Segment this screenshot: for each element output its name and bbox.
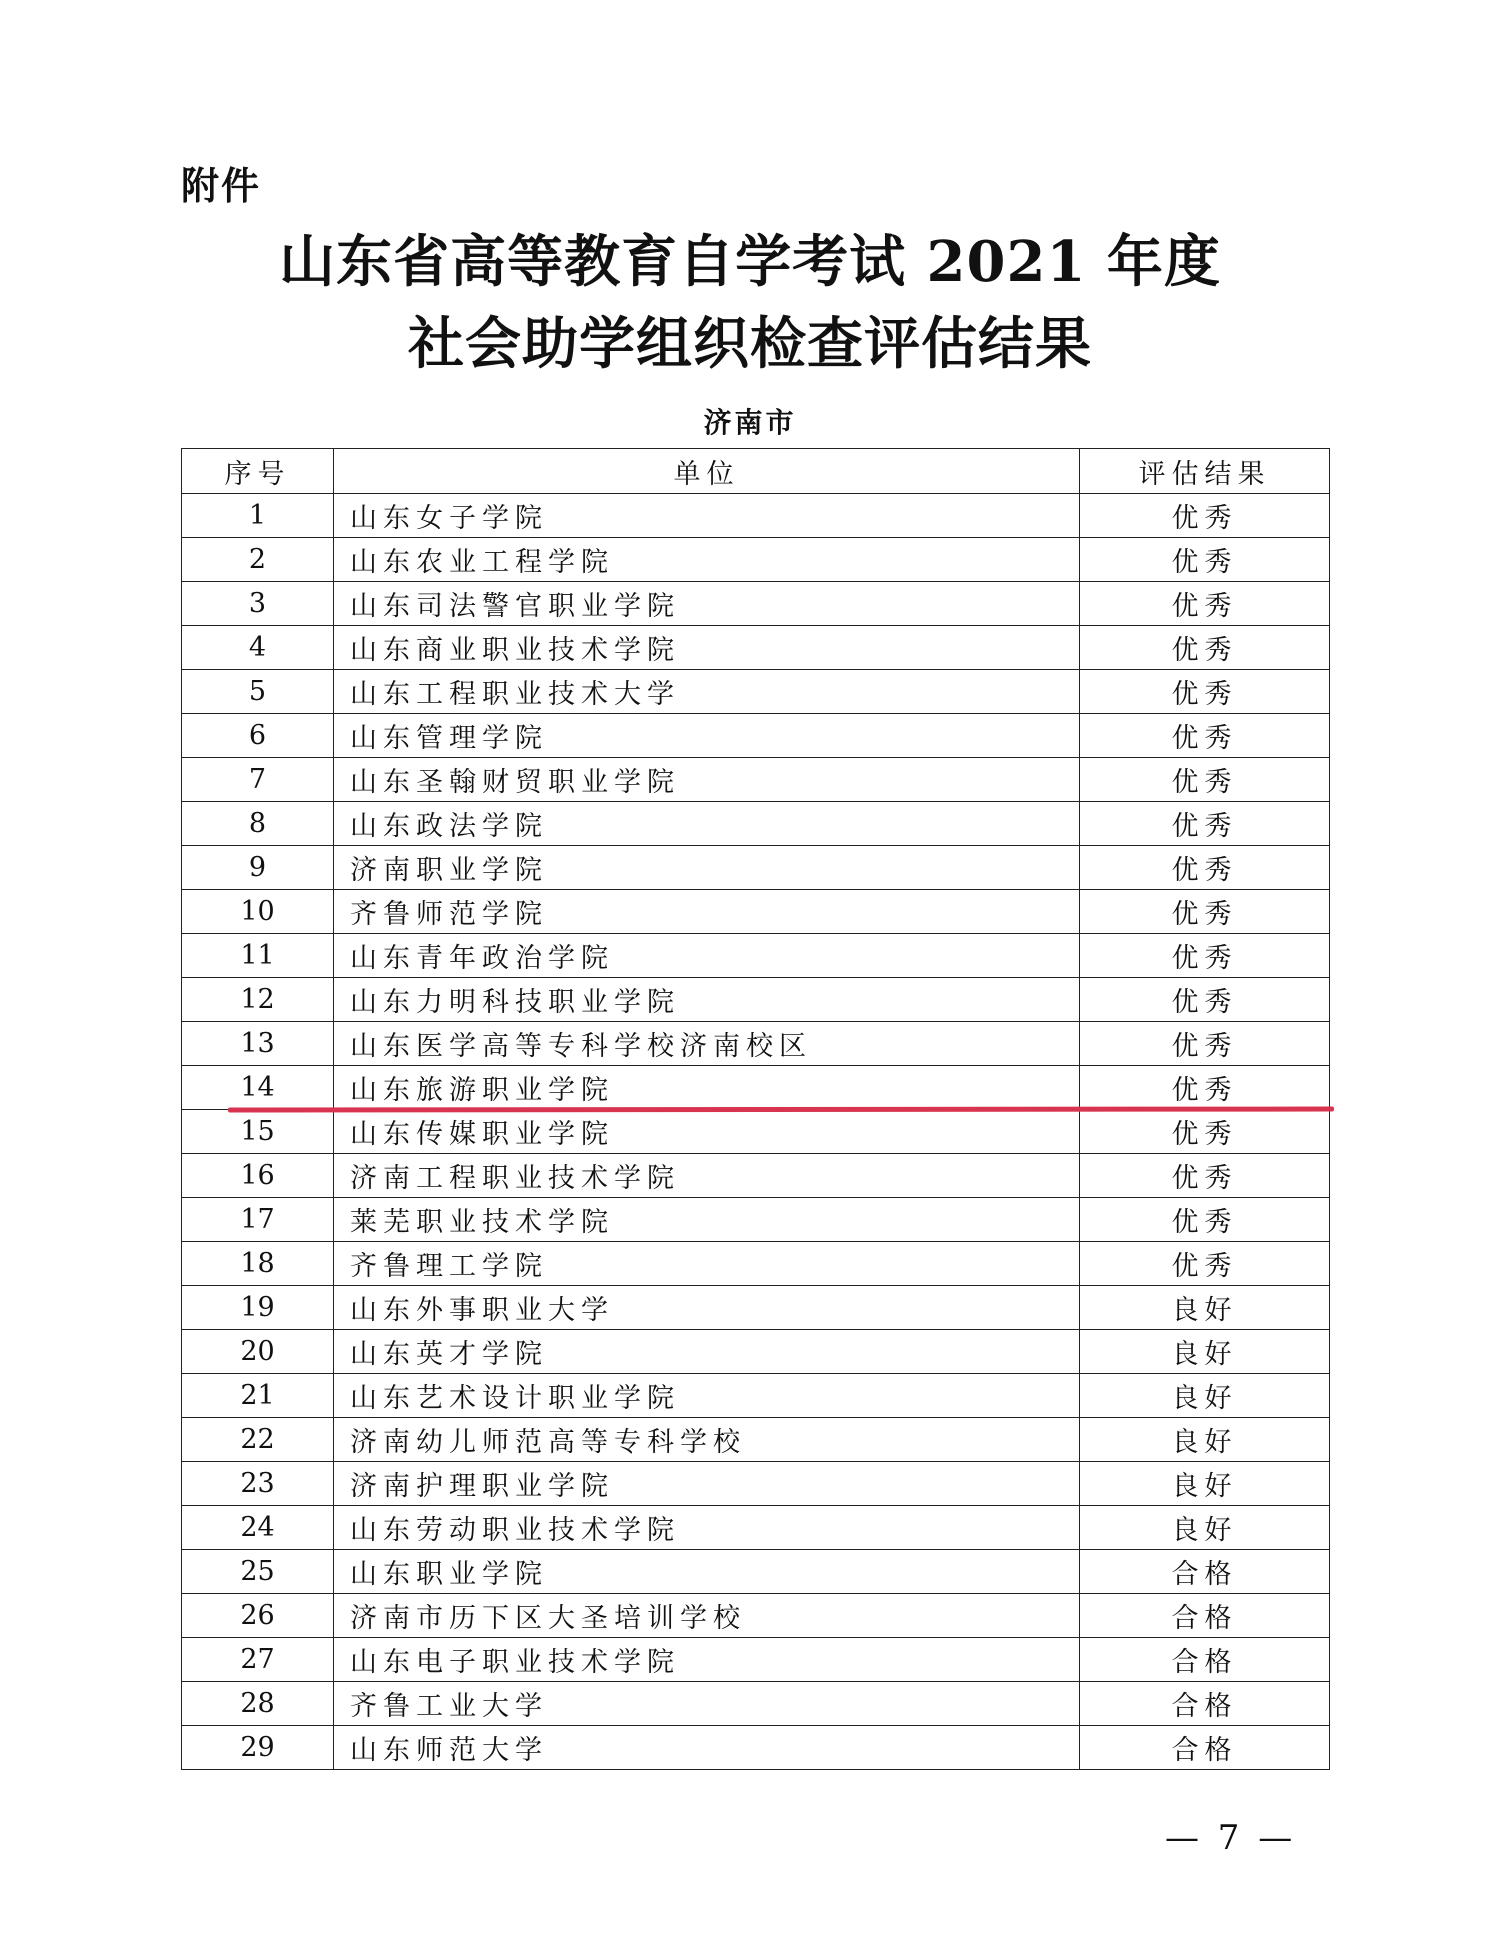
row-evaluation-result: 合格 [1080,1638,1330,1682]
row-unit-name: 山东司法警官职业学院 [334,582,1080,626]
table-row [182,582,1330,626]
row-evaluation-result: 合格 [1080,1726,1330,1770]
document-title-line-2: 社会助学组织检查评估结果 [408,311,1092,377]
table-row [182,1594,1330,1638]
row-serial-number: 3 [182,582,334,626]
table-row [182,1022,1330,1066]
table-row [182,1198,1330,1242]
row-serial-number: 1 [182,494,334,538]
row-serial-number: 18 [182,1242,334,1286]
table-row [182,1462,1330,1506]
row-unit-name: 山东圣翰财贸职业学院 [334,758,1080,802]
row-evaluation-result: 优秀 [1080,890,1330,934]
row-evaluation-result: 良好 [1080,1506,1330,1550]
row-unit-name: 济南市历下区大圣培训学校 [334,1594,1080,1638]
table-row [182,1374,1330,1418]
row-unit-name: 莱芜职业技术学院 [334,1198,1080,1242]
document-title-line-1: 山东省高等教育自学考试 2021 年度 [279,229,1221,295]
row-unit-name: 齐鲁师范学院 [334,890,1080,934]
table-header-row [182,449,1330,494]
table-row [182,670,1330,714]
row-unit-name: 山东政法学院 [334,802,1080,846]
row-serial-number: 11 [182,934,334,978]
row-serial-number: 24 [182,1506,334,1550]
row-serial-number: 28 [182,1682,334,1726]
table-row [182,1550,1330,1594]
table-row [182,1726,1330,1770]
row-serial-number: 12 [182,978,334,1022]
row-unit-name: 济南工程职业技术学院 [334,1154,1080,1198]
row-unit-name: 山东力明科技职业学院 [334,978,1080,1022]
table-row [182,1418,1330,1462]
row-unit-name: 山东管理学院 [334,714,1080,758]
row-evaluation-result: 优秀 [1080,626,1330,670]
table-row [182,934,1330,978]
table-row [182,1242,1330,1286]
row-evaluation-result: 优秀 [1080,494,1330,538]
row-serial-number: 13 [182,1022,334,1066]
row-unit-name: 山东医学高等专科学校济南校区 [334,1022,1080,1066]
row-serial-number: 19 [182,1286,334,1330]
row-serial-number: 22 [182,1418,334,1462]
row-serial-number: 8 [182,802,334,846]
row-evaluation-result: 优秀 [1080,582,1330,626]
row-unit-name: 山东劳动职业技术学院 [334,1506,1080,1550]
table-row [182,494,1330,538]
row-serial-number: 2 [182,538,334,582]
row-serial-number: 27 [182,1638,334,1682]
row-unit-name: 齐鲁理工学院 [334,1242,1080,1286]
row-serial-number: 9 [182,846,334,890]
row-serial-number: 29 [182,1726,334,1770]
row-evaluation-result: 良好 [1080,1374,1330,1418]
row-unit-name: 山东职业学院 [334,1550,1080,1594]
table-row [182,1682,1330,1726]
row-unit-name: 山东英才学院 [334,1330,1080,1374]
row-serial-number: 23 [182,1462,334,1506]
row-serial-number: 17 [182,1198,334,1242]
table-row [182,1638,1330,1682]
table-row [182,802,1330,846]
row-evaluation-result: 良好 [1080,1330,1330,1374]
row-serial-number: 4 [182,626,334,670]
row-evaluation-result: 优秀 [1080,714,1330,758]
row-unit-name: 山东农业工程学院 [334,538,1080,582]
row-serial-number: 16 [182,1154,334,1198]
row-evaluation-result: 优秀 [1080,670,1330,714]
row-evaluation-result: 优秀 [1080,1198,1330,1242]
row-serial-number: 20 [182,1330,334,1374]
row-unit-name: 山东女子学院 [334,494,1080,538]
row-unit-name: 山东电子职业技术学院 [334,1638,1080,1682]
row-unit-name: 山东商业职业技术学院 [334,626,1080,670]
row-evaluation-result: 优秀 [1080,802,1330,846]
header-evaluation-result: 评估结果 [1080,449,1330,494]
row-unit-name: 山东艺术设计职业学院 [334,1374,1080,1418]
row-evaluation-result: 优秀 [1080,1110,1330,1154]
row-serial-number: 5 [182,670,334,714]
row-evaluation-result: 优秀 [1080,1242,1330,1286]
table-row [182,1110,1330,1154]
table-row [182,890,1330,934]
attachment-label: 附件 [181,164,262,208]
row-unit-name: 山东旅游职业学院 [334,1066,1080,1110]
table-row [182,758,1330,802]
city-heading: 济南市 [703,406,797,439]
row-evaluation-result: 优秀 [1080,934,1330,978]
row-serial-number: 7 [182,758,334,802]
row-evaluation-result: 优秀 [1080,978,1330,1022]
row-unit-name: 济南幼儿师范高等专科学校 [334,1418,1080,1462]
row-evaluation-result: 合格 [1080,1682,1330,1726]
row-serial-number: 21 [182,1374,334,1418]
header-serial-number: 序号 [182,449,334,494]
row-unit-name: 山东外事职业大学 [334,1286,1080,1330]
row-unit-name: 山东工程职业技术大学 [334,670,1080,714]
table-body [182,494,1330,1770]
table-row [182,1066,1330,1110]
row-evaluation-result: 优秀 [1080,1154,1330,1198]
header-unit: 单位 [334,449,1080,494]
table-row [182,1154,1330,1198]
table-row [182,978,1330,1022]
row-evaluation-result: 优秀 [1080,1066,1330,1110]
row-serial-number: 10 [182,890,334,934]
row-unit-name: 齐鲁工业大学 [334,1682,1080,1726]
table-row [182,626,1330,670]
table-row [182,846,1330,890]
row-unit-name: 山东青年政治学院 [334,934,1080,978]
row-serial-number: 14 [182,1066,334,1110]
row-unit-name: 济南护理职业学院 [334,1462,1080,1506]
row-serial-number: 25 [182,1550,334,1594]
page-number: — 7 — [1165,1818,1297,1858]
red-underline-mark [228,1107,1334,1113]
row-evaluation-result: 优秀 [1080,538,1330,582]
row-evaluation-result: 合格 [1080,1594,1330,1638]
table-row [182,538,1330,582]
row-serial-number: 15 [182,1110,334,1154]
row-evaluation-result: 良好 [1080,1286,1330,1330]
table-row [182,1506,1330,1550]
table-row [182,1286,1330,1330]
row-unit-name: 济南职业学院 [334,846,1080,890]
row-evaluation-result: 优秀 [1080,846,1330,890]
row-evaluation-result: 良好 [1080,1418,1330,1462]
row-serial-number: 26 [182,1594,334,1638]
row-evaluation-result: 良好 [1080,1462,1330,1506]
row-unit-name: 山东师范大学 [334,1726,1080,1770]
row-evaluation-result: 优秀 [1080,1022,1330,1066]
row-evaluation-result: 优秀 [1080,758,1330,802]
table-row [182,1330,1330,1374]
row-unit-name: 山东传媒职业学院 [334,1110,1080,1154]
row-serial-number: 6 [182,714,334,758]
table-row [182,714,1330,758]
row-evaluation-result: 合格 [1080,1550,1330,1594]
